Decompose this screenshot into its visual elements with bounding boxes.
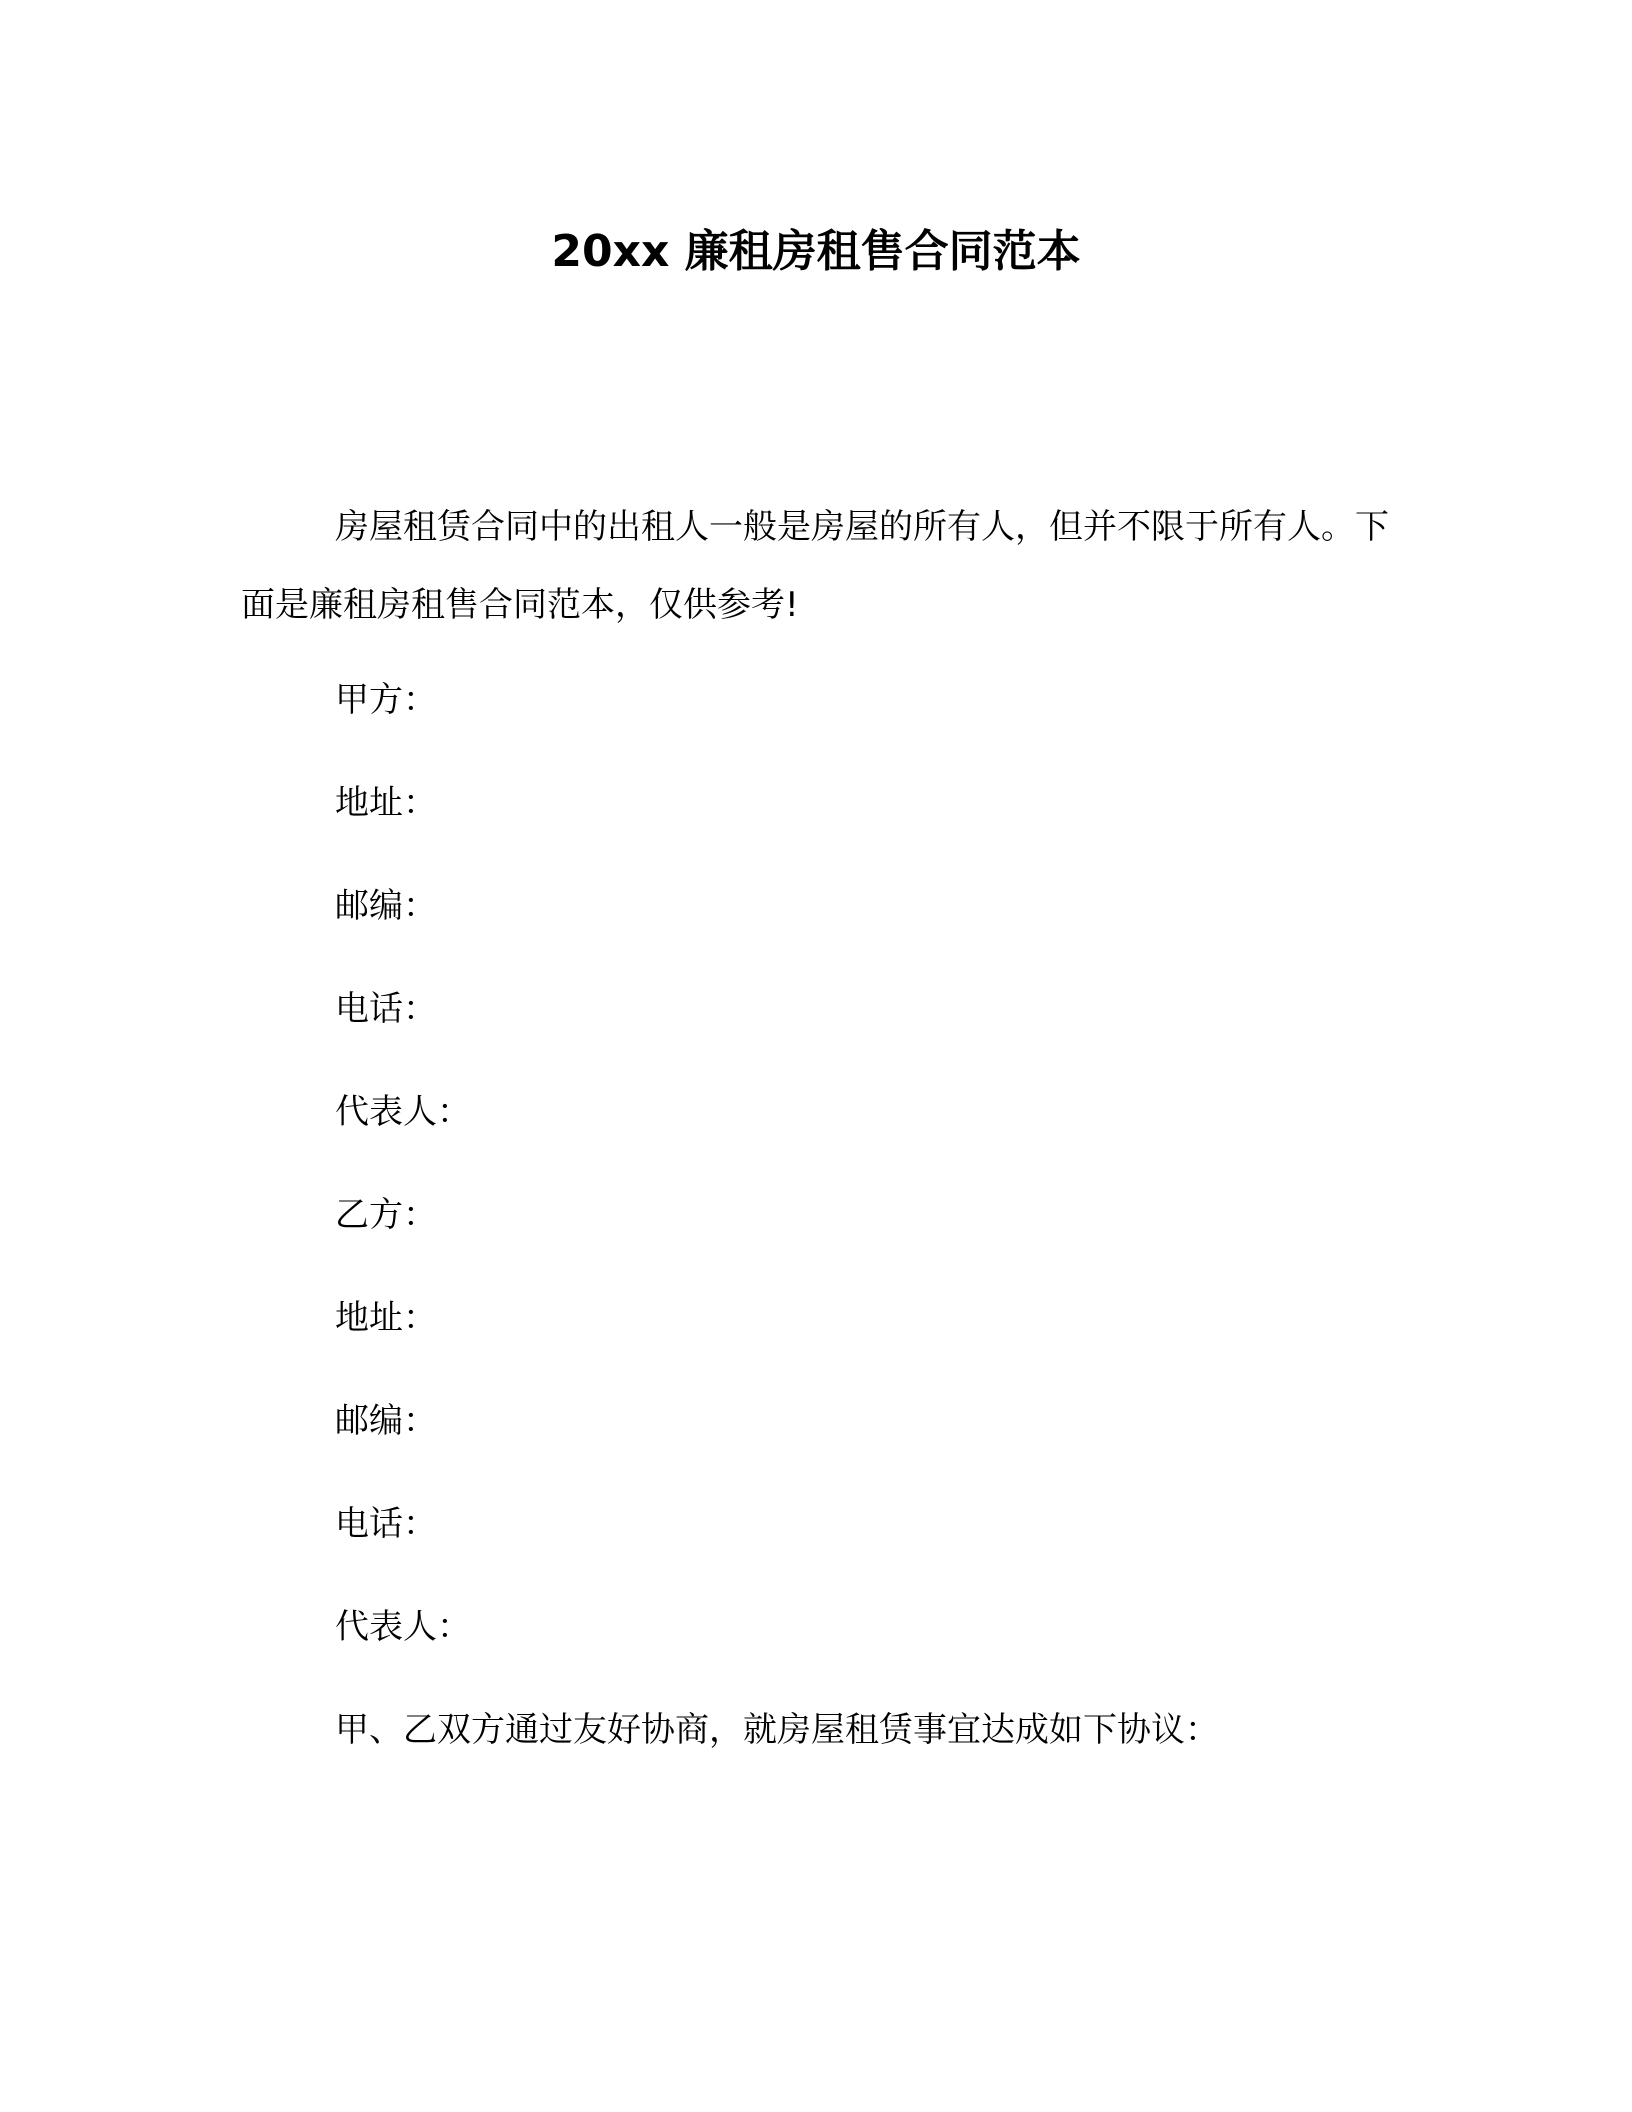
agreement-intro: 甲、乙双方通过友好协商，就房屋租赁事宜达成如下协议： <box>335 1710 1219 1750</box>
party-b-phone: 电话： <box>335 1504 437 1544</box>
party-b-label: 乙方： <box>335 1195 437 1235</box>
party-b-representative: 代表人： <box>335 1607 471 1647</box>
party-a-address: 地址： <box>335 783 437 823</box>
party-a-label: 甲方： <box>335 680 437 720</box>
party-b-postcode: 邮编： <box>335 1401 437 1441</box>
document-title: 20xx 廉租房租售合同范本 <box>551 226 1081 277</box>
party-a-representative: 代表人： <box>335 1092 471 1132</box>
intro-paragraph: 房屋租赁合同中的出租人一般是房屋的所有人，但并不限于所有人。下面是廉租房租售合同范本，仅供参考! <box>241 507 1389 625</box>
party-a-phone: 电话： <box>335 989 437 1029</box>
party-b-address: 地址： <box>335 1298 437 1338</box>
party-a-postcode: 邮编： <box>335 886 437 926</box>
